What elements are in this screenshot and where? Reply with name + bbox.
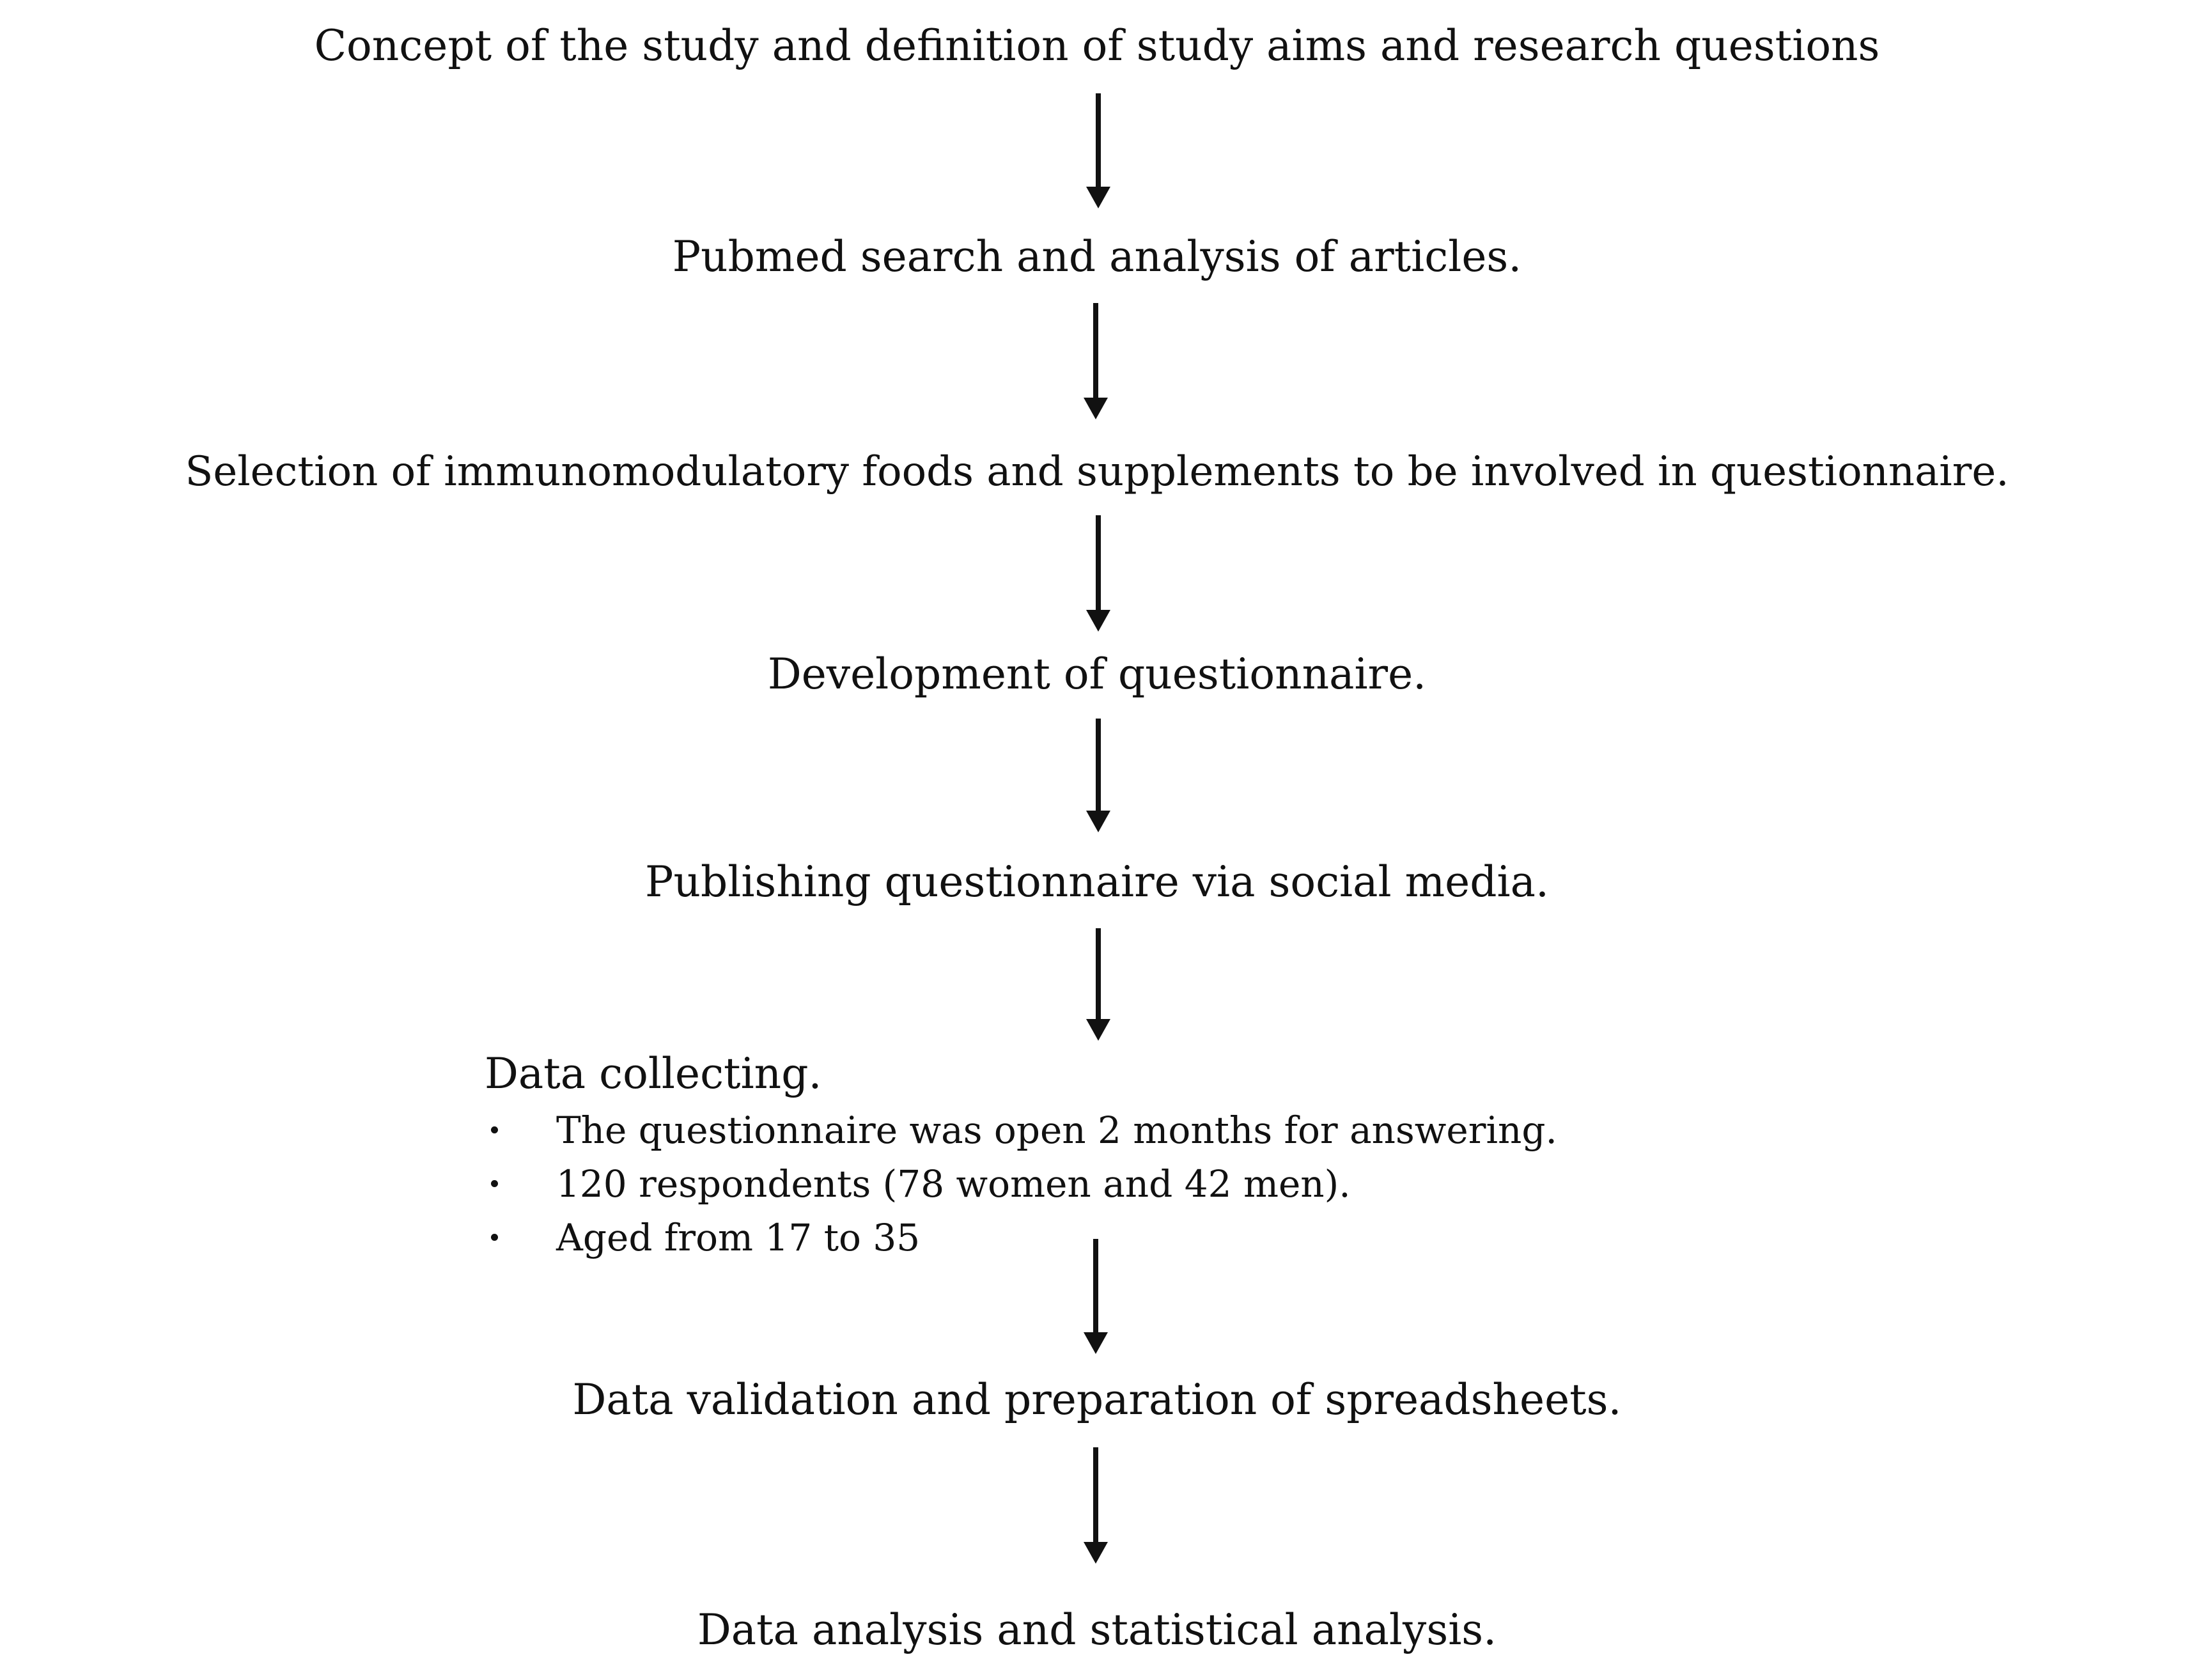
bullet-icon <box>491 1234 498 1241</box>
bullet-text: 120 respondents (78 women and 42 men). <box>556 1162 1351 1206</box>
bullet-text: The questionnaire was open 2 months for answering. <box>556 1108 1557 1152</box>
data-collecting-block <box>485 1048 1827 1264</box>
step-publishing: Publishing questionnaire via social media. <box>645 857 1549 906</box>
list-item <box>485 1103 1827 1157</box>
step-data-analysis: Data analysis and statistical analysis. <box>697 1605 1497 1654</box>
data-collecting-title: Data collecting. <box>485 1049 822 1098</box>
step-development: Development of questionnaire. <box>767 649 1427 699</box>
bullet-icon <box>491 1180 498 1187</box>
step-pubmed-search: Pubmed search and analysis of articles. <box>672 232 1522 281</box>
step-selection: Selection of immunomodulatory foods and supplements to be involved in questionnaire. <box>185 448 2009 495</box>
list-item <box>485 1157 1827 1211</box>
step-concept: Concept of the study and definition of study aims and research questions <box>314 21 1880 70</box>
step-data-validation: Data validation and preparation of spreadsheets. <box>572 1375 1622 1424</box>
data-collecting-list <box>485 1103 1827 1264</box>
list-item <box>485 1211 1827 1264</box>
bullet-icon <box>491 1126 498 1133</box>
bullet-text: Aged from 17 to 35 <box>556 1216 921 1259</box>
